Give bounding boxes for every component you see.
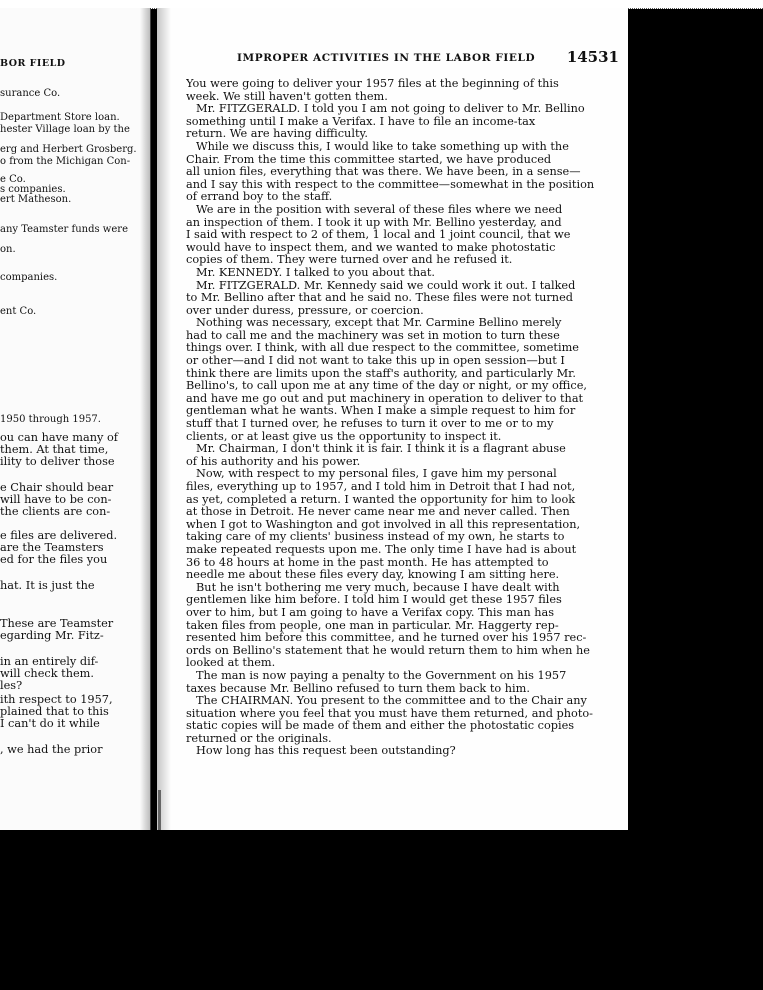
body-line: While we discuss this, I would like to take something up with the (196, 140, 569, 153)
body-line: 36 to 48 hours at home in the past month. He has attempted to (186, 556, 549, 569)
body-line: something until I make a Verifax. I have to file an income-tax (186, 115, 536, 128)
body-line: return. We are having difficulty. (186, 128, 368, 141)
body-line: How long has this request been outstanding? (196, 745, 456, 758)
left-page-line: Department Store loan. (0, 112, 120, 123)
left-page-line: companies. (0, 272, 58, 283)
body-line: make repeated requests upon me. The only time I have had is about (186, 543, 577, 556)
body-line: over to him, but I am going to have a Verifax copy. This man has (186, 606, 555, 619)
body-line: situation where you feel that you must have them returned, and photo- (186, 707, 593, 720)
body-line: at those in Detroit. He never came near me and never called. Then (186, 506, 570, 519)
left-page-line: ility to deliver those (0, 455, 115, 468)
body-line: week. We still haven't gotten them. (186, 90, 388, 103)
testimony-body (186, 78, 598, 758)
left-page-line: hester Village loan by the (0, 124, 130, 135)
running-header (237, 48, 619, 68)
running-header-title: IMPROPER ACTIVITIES IN THE LABOR FIELD (237, 52, 536, 64)
body-line: files, everything up to 1957, and I told him in Detroit that I had not, (186, 481, 576, 493)
body-line: all union files, everything that was there. We have been, in a sense— (186, 166, 581, 179)
body-line: and have me go out and put machinery in operation to deliver to that (186, 392, 584, 405)
body-line: looked at them. (186, 657, 276, 670)
body-line: gentlemen like him before. I told him I would get these 1957 files (186, 594, 562, 607)
left-facing-page (0, 8, 151, 830)
body-line: or other—and I did not want to take this up in open session—but I (186, 355, 565, 368)
body-line: had to call me and the machinery was set in motion to turn these (186, 329, 560, 342)
body-line: Now, with respect to my personal files, I gave him my personal (196, 468, 557, 481)
body-line: You were going to deliver your 1957 files at the beginning of this (186, 78, 559, 90)
left-page-line: ou can have many of (0, 431, 118, 444)
body-line: things over. I think, with all due respect to the committee, sometime (186, 342, 579, 355)
left-page-line: These are Teamster (0, 617, 114, 630)
left-page-line: surance Co. (0, 88, 61, 99)
left-page-line: les? (0, 679, 23, 692)
left-page-line: are the Teamsters (0, 541, 104, 554)
body-line: to Mr. Bellino after that and he said no. These files were not turned (186, 292, 574, 305)
body-line: static copies will be made of them and either the photostatic copies (186, 720, 575, 733)
body-line: The CHAIRMAN. You present to the committee and to the Chair any (196, 695, 587, 708)
body-line: clients, or at least give us the opportunity to inspect it. (186, 430, 502, 443)
left-page-header-fragment: BOR FIELD (0, 58, 66, 69)
body-line: as yet, completed a return. I wanted the opportunity for him to look (186, 493, 576, 506)
body-line: resented him before this committee, and he turned over his 1957 rec- (186, 632, 587, 645)
left-page-line: them. At that time, (0, 443, 109, 456)
left-page-line: erg and Herbert Grosberg. (0, 144, 137, 155)
right-page (157, 8, 628, 830)
left-page-line: the clients are con- (0, 505, 111, 518)
body-line: and I say this with respect to the committee—somewhat in the position (186, 178, 595, 191)
body-line: Mr. FITZGERALD. Mr. Kennedy said we could work it out. I talked (196, 279, 576, 292)
left-page-line: ent Co. (0, 306, 37, 317)
body-line: We are in the position with several of these files where we need (196, 203, 563, 216)
left-page-line: I can't do it while (0, 717, 100, 730)
left-page-line: in an entirely dif- (0, 655, 99, 668)
body-line: returned or the originals. (186, 732, 332, 745)
body-line: think there are limits upon the staff's authority, and particularly Mr. (186, 367, 576, 380)
body-line: Mr. KENNEDY. I talked to you about that. (196, 266, 435, 279)
left-page-line: ith respect to 1957, (0, 693, 113, 706)
left-page-line: 1950 through 1957. (0, 414, 101, 425)
body-line: But he isn't bothering me very much, because I have dealt with (196, 581, 560, 594)
left-page-line: will check them. (0, 667, 94, 680)
left-page-line: ert Matheson. (0, 194, 72, 205)
body-line: of his authority and his power. (186, 455, 361, 468)
left-page-line: , we had the prior (0, 743, 103, 756)
left-page-line: e Co. (0, 174, 26, 185)
left-page-line: will have to be con- (0, 493, 112, 506)
left-page-line: s companies. (0, 184, 66, 195)
body-line: Bellino's, to call upon me at any time of the day or night, or my office, (186, 380, 587, 393)
body-line: gentleman what he wants. When I make a simple request to him for (186, 405, 576, 418)
left-page-line: o from the Michigan Con- (0, 156, 131, 167)
left-page-line: on. (0, 244, 16, 255)
body-line: stuff that I turned over, he refuses to turn it over to me or to my (186, 418, 554, 431)
left-page-line: plained that to this (0, 705, 109, 718)
body-line: taking care of my clients' business instead of my own, he starts to (186, 531, 565, 544)
left-page-line: egarding Mr. Fitz- (0, 629, 104, 642)
body-line: taxes because Mr. Bellino refused to turn them back to him. (186, 682, 530, 695)
body-line: copies of them. They were turned over and he refused it. (186, 254, 513, 267)
body-line: I said with respect to 2 of them, 1 local and 1 joint council, that we (186, 229, 571, 242)
left-page-line: hat. It is just the (0, 579, 95, 592)
body-line: ords on Bellino's statement that he would return them to him when he (186, 644, 590, 657)
body-line: when I got to Washington and got involved in all this representation, (186, 518, 581, 531)
body-line: an inspection of them. I took it up with Mr. Bellino yesterday, and (186, 216, 562, 229)
body-line: Mr. FITZGERALD. I told you I am not going to deliver to Mr. Bellino (196, 103, 585, 116)
gutter-shadow (158, 790, 161, 830)
body-line: of errand boy to the staff. (186, 191, 333, 204)
left-page-line: e files are delivered. (0, 529, 118, 542)
body-line: Chair. From the time this committee started, we have produced (186, 153, 552, 166)
left-page-line: ed for the files you (0, 553, 108, 566)
page-number: 14531 (566, 48, 619, 66)
body-line: would have to inspect them, and we wanted to make photostatic (186, 241, 556, 254)
left-page-line: any Teamster funds were (0, 224, 128, 235)
left-page-line: e Chair should bear (0, 481, 114, 494)
body-line: taken files from people, one man in particular. Mr. Haggerty rep- (186, 619, 559, 632)
body-line: The man is now paying a penalty to the Government on his 1957 (196, 669, 567, 682)
body-line: Nothing was necessary, except that Mr. Carmine Bellino merely (196, 317, 562, 330)
body-line: needle me about these files every day, knowing I am sitting here. (186, 569, 560, 582)
body-line: Mr. Chairman, I don't think it is fair. I think it is a flagrant abuse (196, 443, 566, 456)
body-line: over under duress, pressure, or coercion. (186, 304, 424, 317)
